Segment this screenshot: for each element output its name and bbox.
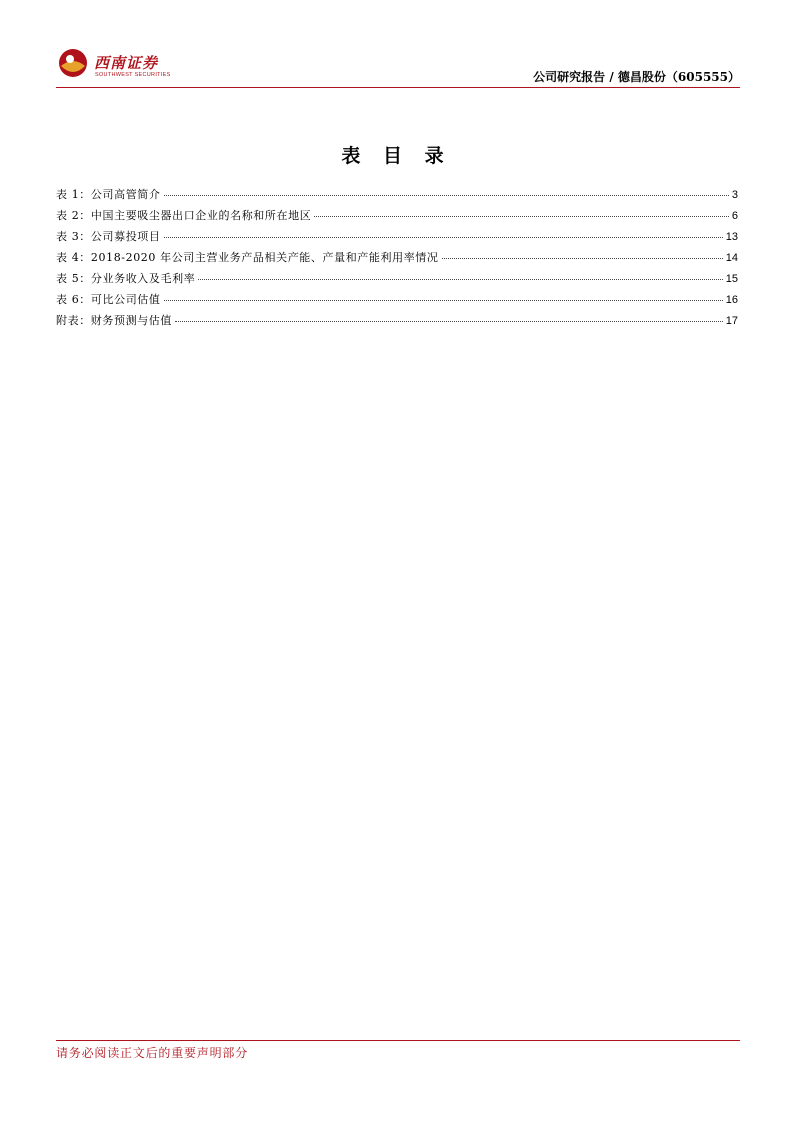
toc-entry-text[interactable]: 附表：财务预测与估值 [56, 314, 172, 327]
toc-entry-text[interactable]: 表 6：可比公司估值 [56, 293, 161, 306]
toc-entry-page[interactable]: 3 [731, 189, 738, 201]
toc-entry[interactable] [56, 291, 738, 312]
toc-entry-text[interactable]: 表 3：公司募投项目 [56, 230, 161, 243]
logo-english-name: SOUTHWEST SECURITIES [95, 72, 171, 78]
toc-entry-page[interactable]: 14 [725, 252, 738, 264]
toc-entry-page[interactable]: 16 [725, 294, 738, 306]
toc-entry-page[interactable]: 15 [725, 273, 738, 285]
toc-entry[interactable] [56, 207, 738, 228]
toc-leader-dots [442, 258, 723, 259]
logo-emblem-icon [58, 48, 88, 78]
toc-entry-page[interactable]: 6 [731, 210, 738, 222]
toc-leader-dots [164, 300, 723, 301]
header-divider [56, 87, 740, 88]
footer-disclaimer: 请务必阅读正文后的重要声明部分 [56, 1046, 249, 1060]
toc-entry-text[interactable]: 表 5：分业务收入及毛利率 [56, 272, 196, 285]
page-header [56, 40, 740, 88]
toc-entry[interactable] [56, 270, 738, 291]
toc-leader-dots [175, 321, 723, 322]
toc-entry-text[interactable]: 表 2：中国主要吸尘器出口企业的名称和所在地区 [56, 209, 312, 222]
toc-entry[interactable] [56, 186, 738, 207]
toc-entry[interactable] [56, 249, 738, 270]
table-of-tables [56, 186, 738, 333]
toc-entry[interactable] [56, 312, 738, 333]
toc-title: 表 目 录 [341, 145, 452, 167]
toc-entry-page[interactable]: 13 [725, 231, 738, 243]
toc-entry-text[interactable]: 表 1：公司高管简介 [56, 188, 161, 201]
toc-leader-dots [164, 195, 729, 196]
company-logo [56, 48, 176, 84]
toc-entry-page[interactable]: 17 [725, 315, 738, 327]
toc-leader-dots [314, 216, 729, 217]
toc-entry[interactable] [56, 228, 738, 249]
logo-chinese-name: 西南证券 [94, 54, 159, 72]
toc-entry-text[interactable]: 表 4：2018-2020 年公司主营业务产品相关产能、产量和产能利用率情况 [56, 251, 439, 264]
report-tag: 公司研究报告 / 德昌股份（605555） [533, 70, 740, 84]
toc-leader-dots [164, 237, 723, 238]
footer-divider [56, 1040, 740, 1041]
toc-leader-dots [198, 279, 722, 280]
